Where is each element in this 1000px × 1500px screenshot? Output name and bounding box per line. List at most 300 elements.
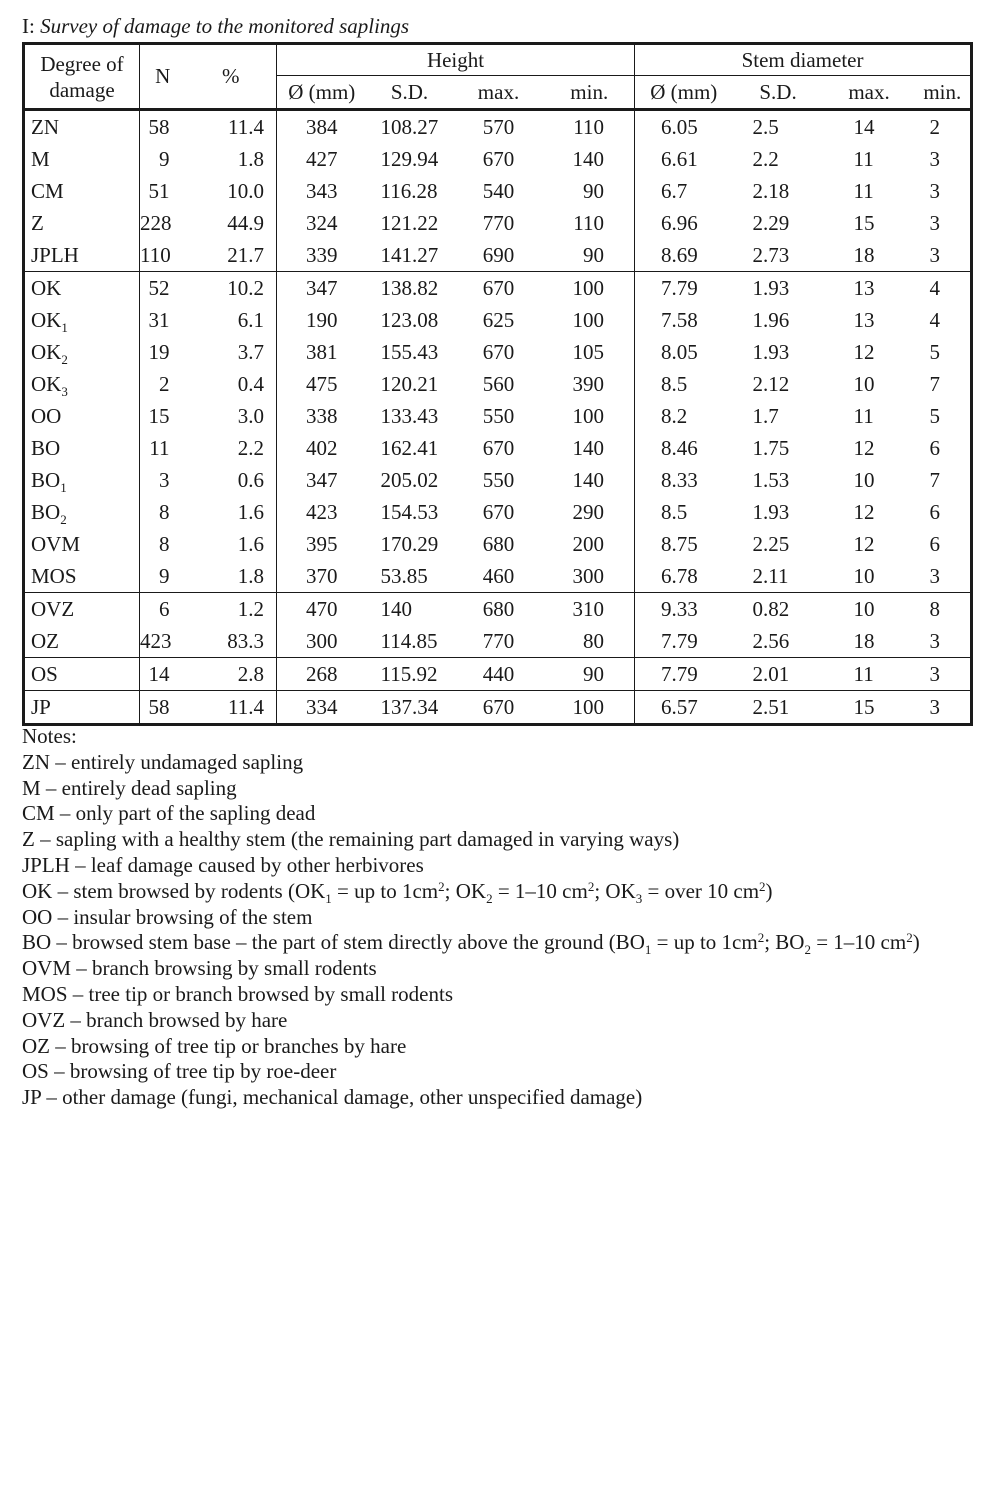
damage-code: OZ: [31, 628, 59, 653]
cell-height-max: 570: [482, 114, 515, 139]
cell-stem-min: 3: [929, 563, 941, 588]
cell-stem-min: 5: [929, 403, 941, 428]
cell-height-mean: 324: [277, 207, 367, 239]
cell-stem-sd: 1.93: [752, 275, 790, 300]
cell-stem-min: 8: [929, 596, 941, 621]
cell-stem-min: 7: [929, 467, 941, 492]
cell-height-min: 80: [583, 628, 605, 653]
cell-height-sd: 155.43: [380, 339, 439, 364]
note-subscript: 2: [486, 890, 493, 906]
cell-damage-code: [24, 207, 140, 239]
cell-height-mean: 470: [277, 593, 367, 626]
cell-stem-max: 11: [853, 661, 874, 686]
cell-height-max: 690: [482, 242, 515, 267]
cell-stem-max: 12: [853, 339, 875, 364]
cell-stem-mean: 6.96: [635, 207, 733, 239]
header-stem-diameter-group: Stem diameter: [635, 44, 972, 76]
cell-stem-sd: 2.12: [752, 371, 790, 396]
table-row: [24, 625, 972, 658]
cell-n: 423: [140, 625, 186, 658]
note-line: [22, 1085, 920, 1111]
cell-stem-mean: 8.75: [635, 528, 733, 560]
cell-stem-max: 10: [853, 467, 875, 492]
cell-n: 31: [140, 304, 186, 336]
cell-stem-mean: 6.57: [635, 691, 733, 725]
header-height-min: min.: [570, 79, 609, 104]
header-height-mean: Ø (mm): [277, 76, 367, 110]
cell-stem-mean: 7.79: [635, 658, 733, 691]
cell-percent: 3.7: [237, 339, 264, 364]
note-text: JPLH – leaf damage caused by other herbivores: [22, 852, 424, 877]
note-text: ZN – entirely undamaged sapling: [22, 749, 304, 774]
cell-stem-mean: 8.5: [635, 496, 733, 528]
cell-stem-min: 6: [929, 499, 941, 524]
cell-stem-mean: 6.61: [635, 143, 733, 175]
note-text: BO – browsed stem base – the part of stem directly above the ground (BO: [22, 930, 645, 955]
cell-n: 15: [140, 400, 186, 432]
cell-stem-min: 3: [929, 210, 941, 235]
cell-height-sd: 121.22: [380, 210, 439, 235]
cell-height-sd: 162.41: [380, 435, 439, 460]
note-superscript: 2: [587, 878, 595, 894]
table-row: [24, 464, 972, 496]
cell-height-min: 105: [572, 339, 605, 364]
cell-height-min: 90: [583, 178, 605, 203]
cell-damage-code: [24, 528, 140, 560]
cell-height-sd: 114.85: [380, 628, 438, 653]
cell-damage-code: [24, 560, 140, 593]
table-row: [24, 272, 972, 305]
table-row: [24, 528, 972, 560]
cell-stem-sd: 1.53: [752, 467, 790, 492]
note-text: = 1–10 cm: [492, 878, 588, 903]
cell-stem-min: 4: [929, 275, 941, 300]
cell-stem-max: 10: [853, 371, 875, 396]
table-row: [24, 658, 972, 691]
table-caption: [22, 12, 409, 40]
header-stem-max: max.: [848, 79, 890, 104]
damage-code: OK: [31, 275, 62, 300]
cell-percent: 0.4: [237, 371, 264, 396]
damage-code: MOS: [31, 563, 77, 588]
cell-stem-max: 15: [853, 210, 875, 235]
cell-stem-mean: 6.78: [635, 560, 733, 593]
cell-damage-code: [24, 175, 140, 207]
damage-code: CM: [31, 178, 64, 203]
table-row: [24, 560, 972, 593]
cell-height-max: 670: [482, 694, 515, 719]
cell-height-max: 440: [482, 661, 515, 686]
table-row: [24, 207, 972, 239]
cell-stem-min: 6: [929, 435, 941, 460]
note-text: ): [912, 930, 920, 955]
damage-code-subscript: 2: [61, 351, 68, 367]
cell-height-mean: 268: [277, 658, 367, 691]
cell-height-sd: 170.29: [380, 531, 439, 556]
cell-stem-max: 11: [853, 403, 874, 428]
note-line: [22, 956, 920, 982]
cell-n: 9: [140, 560, 186, 593]
cell-stem-sd: 1.93: [752, 499, 790, 524]
header-degree-line1: Degree of: [40, 51, 124, 76]
cell-stem-mean: 8.69: [635, 239, 733, 272]
note-text: = up to 1cm: [331, 878, 439, 903]
note-superscript: 2: [906, 930, 913, 946]
note-text: OS – browsing of tree tip by roe-deer: [22, 1059, 337, 1084]
cell-percent: 6.1: [237, 307, 264, 332]
cell-height-min: 100: [572, 403, 605, 428]
note-line: [22, 879, 920, 905]
cell-height-min: 140: [572, 435, 605, 460]
cell-stem-min: 3: [929, 146, 941, 171]
table-row: [24, 691, 972, 725]
cell-height-mean: 423: [277, 496, 367, 528]
cell-n: 2: [140, 368, 186, 400]
cell-stem-min: 3: [929, 178, 941, 203]
cell-stem-min: 3: [929, 694, 941, 719]
cell-height-max: 560: [482, 371, 515, 396]
cell-stem-min: 2: [929, 114, 941, 139]
cell-stem-sd: 0.82: [752, 596, 790, 621]
header-degree-of-damage: [24, 44, 140, 110]
caption-prefix: I:: [22, 14, 35, 38]
table-row: [24, 239, 972, 272]
cell-percent: 1.8: [237, 146, 264, 171]
cell-n: 52: [140, 272, 186, 305]
note-text: MOS – tree tip or branch browsed by small rodents: [22, 981, 454, 1006]
cell-n: 11: [140, 432, 186, 464]
note-line: [22, 776, 920, 802]
cell-height-mean: 190: [277, 304, 367, 336]
cell-height-mean: 343: [277, 175, 367, 207]
cell-percent: 1.2: [237, 596, 264, 621]
table-row: [24, 175, 972, 207]
cell-height-sd: 115.92: [380, 661, 438, 686]
cell-percent: 1.8: [237, 563, 264, 588]
cell-percent: 2.8: [237, 661, 264, 686]
cell-height-sd: 141.27: [380, 242, 439, 267]
cell-stem-max: 13: [853, 275, 875, 300]
cell-stem-max: 12: [853, 435, 875, 460]
cell-height-sd: 205.02: [380, 467, 439, 492]
cell-height-min: 90: [583, 661, 605, 686]
cell-height-min: 200: [572, 531, 605, 556]
cell-height-min: 140: [572, 467, 605, 492]
cell-n: 8: [140, 496, 186, 528]
cell-stem-sd: 2.29: [752, 210, 790, 235]
cell-height-max: 625: [482, 307, 515, 332]
cell-percent: 21.7: [227, 242, 264, 267]
cell-n: 6: [140, 593, 186, 626]
cell-height-max: 680: [482, 531, 515, 556]
note-line: [22, 853, 920, 879]
cell-stem-sd: 1.75: [752, 435, 790, 460]
cell-damage-code: [24, 464, 140, 496]
cell-stem-sd: 1.93: [752, 339, 790, 364]
cell-percent: 1.6: [237, 531, 264, 556]
note-text: ): [765, 878, 773, 903]
note-superscript: 2: [438, 878, 445, 894]
cell-n: 9: [140, 143, 186, 175]
cell-height-mean: 381: [277, 336, 367, 368]
cell-stem-mean: 8.5: [635, 368, 733, 400]
cell-percent: 44.9: [227, 210, 264, 235]
cell-height-min: 290: [572, 499, 605, 524]
cell-height-sd: 138.82: [380, 275, 439, 300]
note-text: ; BO: [764, 930, 805, 955]
damage-code: OVM: [31, 531, 81, 556]
cell-damage-code: [24, 272, 140, 305]
cell-height-mean: 300: [277, 625, 367, 658]
cell-height-max: 770: [482, 210, 515, 235]
cell-height-sd: 137.34: [380, 694, 439, 719]
cell-height-sd: 133.43: [380, 403, 439, 428]
cell-height-sd: 108.27: [380, 114, 439, 139]
note-line: [22, 827, 920, 853]
cell-height-sd: 129.94: [380, 146, 439, 171]
cell-stem-sd: 1.7: [752, 403, 779, 428]
cell-stem-mean: 7.79: [635, 625, 733, 658]
damage-code-subscript: 2: [60, 511, 67, 527]
header-percent: %: [222, 64, 240, 88]
cell-stem-mean: 8.33: [635, 464, 733, 496]
table-row: [24, 110, 972, 144]
cell-damage-code: [24, 143, 140, 175]
cell-percent: 11.4: [228, 694, 264, 719]
cell-height-max: 680: [482, 596, 515, 621]
cell-height-max: 550: [482, 467, 515, 492]
caption-text: Survey of damage to the monitored saplings: [40, 14, 410, 38]
damage-code: BO: [31, 499, 61, 524]
cell-height-max: 670: [482, 339, 515, 364]
cell-damage-code: [24, 658, 140, 691]
cell-stem-sd: 1.96: [752, 307, 790, 332]
cell-stem-min: 5: [929, 339, 941, 364]
note-line: [22, 930, 920, 956]
cell-n: 110: [140, 239, 186, 272]
cell-damage-code: [24, 432, 140, 464]
cell-height-sd: 53.85: [380, 563, 428, 588]
note-text: JP – other damage (fungi, mechanical damage, other unspecified damage): [22, 1085, 643, 1110]
note-line: [22, 905, 920, 931]
damage-code-subscript: 1: [60, 479, 67, 495]
damage-code: OVZ: [31, 596, 75, 621]
damage-code: OO: [31, 403, 62, 428]
cell-stem-max: 11: [853, 178, 874, 203]
cell-stem-max: 13: [853, 307, 875, 332]
cell-n: 51: [140, 175, 186, 207]
cell-height-max: 550: [482, 403, 515, 428]
cell-damage-code: [24, 368, 140, 400]
cell-height-mean: 347: [277, 464, 367, 496]
note-text: OZ – browsing of tree tip or branches by hare: [22, 1033, 407, 1058]
cell-height-min: 140: [572, 146, 605, 171]
cell-height-max: 670: [482, 275, 515, 300]
cell-stem-mean: 8.2: [635, 400, 733, 432]
cell-damage-code: [24, 239, 140, 272]
cell-stem-max: 15: [853, 694, 875, 719]
header-stem-sd: S.D.: [759, 79, 797, 104]
cell-height-mean: 370: [277, 560, 367, 593]
cell-stem-mean: 9.33: [635, 593, 733, 626]
table-body: [24, 110, 972, 725]
cell-height-sd: 116.28: [380, 178, 438, 203]
notes-section: [22, 724, 920, 1111]
table-row: [24, 368, 972, 400]
cell-n: 58: [140, 691, 186, 725]
cell-percent: 10.2: [227, 275, 264, 300]
cell-height-min: 100: [572, 307, 605, 332]
cell-height-min: 110: [573, 114, 605, 139]
cell-height-max: 670: [482, 499, 515, 524]
cell-percent: 10.0: [227, 178, 264, 203]
note-text: OK – stem browsed by rodents (OK: [22, 878, 326, 903]
cell-height-min: 390: [572, 371, 605, 396]
cell-height-max: 460: [482, 563, 515, 588]
cell-stem-min: 3: [929, 242, 941, 267]
cell-stem-sd: 2.5: [752, 114, 779, 139]
cell-stem-sd: 2.11: [752, 563, 789, 588]
damage-code: OK: [31, 339, 62, 364]
note-line: [22, 801, 920, 827]
cell-stem-min: 3: [929, 661, 941, 686]
cell-height-mean: 347: [277, 272, 367, 305]
cell-stem-max: 11: [853, 146, 874, 171]
note-subscript: 1: [644, 942, 652, 958]
cell-height-min: 310: [572, 596, 605, 621]
damage-survey-table: [22, 42, 973, 726]
cell-stem-sd: 2.01: [752, 661, 790, 686]
cell-height-mean: 384: [277, 110, 367, 144]
cell-height-min: 110: [573, 210, 605, 235]
note-text: M – entirely dead sapling: [22, 775, 237, 800]
header-n: N: [140, 44, 186, 110]
damage-code: JPLH: [31, 242, 79, 267]
damage-code: JP: [31, 694, 51, 719]
note-text: OO – insular browsing of the stem: [22, 904, 313, 929]
cell-stem-max: 18: [853, 242, 875, 267]
table-row: [24, 304, 972, 336]
cell-percent: 2.2: [237, 435, 264, 460]
cell-damage-code: [24, 400, 140, 432]
table-row: [24, 432, 972, 464]
damage-code: OK: [31, 307, 62, 332]
header-stem-min: min.: [923, 79, 962, 104]
header-height-sd: S.D.: [390, 79, 429, 104]
cell-damage-code: [24, 691, 140, 725]
cell-stem-min: 4: [929, 307, 941, 332]
note-superscript: 2: [759, 878, 766, 894]
note-superscript: 2: [757, 930, 765, 946]
cell-stem-mean: 7.58: [635, 304, 733, 336]
cell-stem-min: 7: [929, 371, 941, 396]
cell-stem-max: 12: [853, 499, 875, 524]
damage-code: OS: [31, 661, 58, 686]
cell-stem-mean: 6.05: [635, 110, 733, 144]
cell-height-sd: 123.08: [380, 307, 439, 332]
cell-n: 19: [140, 336, 186, 368]
cell-percent: 1.6: [237, 499, 264, 524]
cell-damage-code: [24, 625, 140, 658]
note-subscript: 2: [804, 942, 811, 958]
table-row: [24, 143, 972, 175]
cell-percent: 83.3: [227, 628, 264, 653]
cell-n: 3: [140, 464, 186, 496]
table-row: [24, 496, 972, 528]
cell-height-mean: 475: [277, 368, 367, 400]
note-subscript: 3: [635, 890, 643, 906]
cell-damage-code: [24, 304, 140, 336]
header-stem-mean: Ø (mm): [635, 76, 733, 110]
cell-height-mean: 338: [277, 400, 367, 432]
cell-stem-sd: 2.73: [752, 242, 790, 267]
cell-stem-sd: 2.51: [752, 694, 790, 719]
cell-n: 8: [140, 528, 186, 560]
cell-damage-code: [24, 336, 140, 368]
table-row: [24, 400, 972, 432]
cell-stem-max: 10: [853, 563, 875, 588]
table-row: [24, 336, 972, 368]
cell-height-sd: 140: [380, 596, 412, 621]
cell-stem-min: 6: [929, 531, 941, 556]
notes-title: Notes:: [22, 724, 77, 748]
damage-code: BO: [31, 467, 61, 492]
cell-stem-sd: 2.56: [752, 628, 790, 653]
cell-stem-mean: 6.7: [635, 175, 733, 207]
cell-stem-max: 12: [853, 531, 875, 556]
header-degree-line2: damage: [49, 77, 115, 102]
note-text: CM – only part of the sapling dead: [22, 801, 316, 826]
cell-percent: 11.4: [228, 114, 264, 139]
cell-height-max: 770: [482, 628, 515, 653]
cell-stem-sd: 2.18: [752, 178, 790, 203]
damage-code: BO: [31, 435, 61, 460]
cell-damage-code: [24, 496, 140, 528]
cell-stem-mean: 8.05: [635, 336, 733, 368]
cell-percent: 0.6: [237, 467, 264, 492]
note-text: Z – sapling with a healthy stem (the remaining part damaged in varying ways): [22, 827, 680, 852]
cell-n: 58: [140, 110, 186, 144]
note-line: [22, 750, 920, 776]
cell-height-mean: 339: [277, 239, 367, 272]
cell-stem-max: 14: [853, 114, 875, 139]
cell-stem-max: 10: [853, 596, 875, 621]
note-text: ; OK: [594, 878, 636, 903]
damage-code: Z: [31, 210, 44, 235]
cell-percent: 3.0: [237, 403, 264, 428]
cell-stem-min: 3: [929, 628, 941, 653]
cell-height-min: 90: [583, 242, 605, 267]
note-line: [22, 1034, 920, 1060]
cell-height-min: 100: [572, 275, 605, 300]
cell-stem-mean: 8.46: [635, 432, 733, 464]
cell-height-mean: 427: [277, 143, 367, 175]
cell-damage-code: [24, 110, 140, 144]
cell-height-max: 540: [482, 178, 515, 203]
damage-code: OK: [31, 371, 62, 396]
damage-code: M: [31, 146, 50, 171]
table-row: [24, 593, 972, 626]
cell-height-mean: 395: [277, 528, 367, 560]
cell-height-min: 300: [572, 563, 605, 588]
cell-height-max: 670: [482, 435, 515, 460]
cell-stem-max: 18: [853, 628, 875, 653]
note-text: OVM – branch browsing by small rodents: [22, 956, 377, 981]
note-subscript: 1: [325, 890, 332, 906]
note-line: [22, 1008, 920, 1034]
cell-n: 228: [140, 207, 186, 239]
damage-code-subscript: 3: [61, 383, 68, 399]
